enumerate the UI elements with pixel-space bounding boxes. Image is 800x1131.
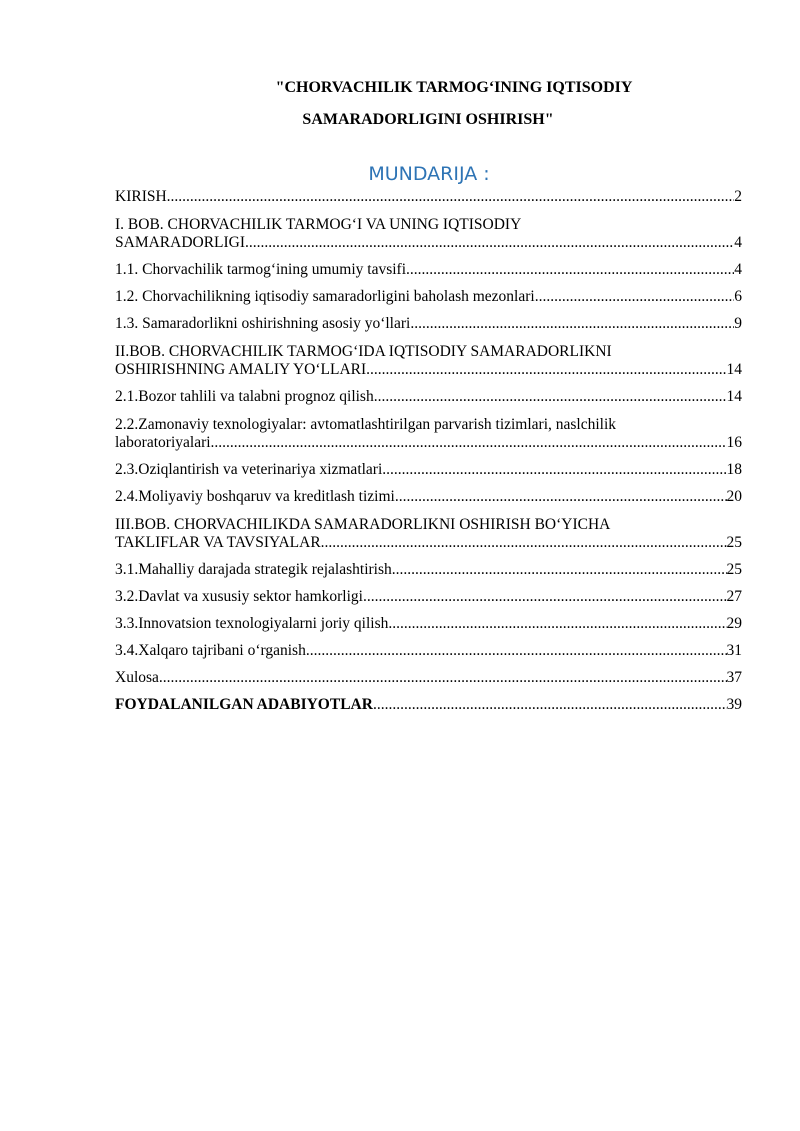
- dot-leader: [306, 642, 727, 660]
- toc-entry-kirish[interactable]: [115, 188, 742, 206]
- toc-entry-text: TAKLIFLAR VA TAVSIYALAR: [115, 534, 321, 551]
- toc-page-number: 4: [734, 261, 742, 278]
- toc-entry-text-line-1: 2.2.Zamonaviy texnologiyalar: avtomatlashtirilgan parvarish tizimlari, naslchilik: [115, 416, 617, 433]
- dot-leader: [392, 561, 727, 579]
- toc-page-number: 39: [726, 696, 742, 713]
- toc-entry-text: 3.4.Xalqaro tajribani o‘rganish: [115, 642, 306, 659]
- dot-leader: [321, 534, 727, 552]
- dot-leader: [395, 488, 727, 506]
- toc-page-number: 20: [726, 488, 742, 505]
- dot-leader: [159, 669, 727, 687]
- toc-entry-1-2[interactable]: [115, 288, 742, 306]
- toc-page-number: 16: [726, 434, 742, 451]
- dot-leader: [382, 461, 726, 479]
- toc-page-number: 37: [726, 669, 742, 686]
- toc-page-number: 4: [734, 234, 742, 251]
- toc-entry-text: SAMARADORLIGI: [115, 234, 246, 251]
- toc-entry-text: OSHIRISHNING AMALIY YO‘LLARI: [115, 361, 367, 378]
- toc-entry-text-line-1: I. BOB. CHORVACHILIK TARMOG‘I VA UNING IQTISODIY: [115, 216, 522, 233]
- toc-entry-text: 2.1.Bozor tahlili va talabni prognoz qilish: [115, 388, 374, 405]
- toc-entry-xulosa[interactable]: [115, 669, 742, 687]
- toc-page-number: 25: [726, 534, 742, 551]
- toc-page-number: 2: [734, 188, 742, 205]
- toc-entry-text: 1.1. Chorvachilik tarmog‘ining umumiy tavsifi: [115, 261, 407, 278]
- toc-entry-text-line-1: II.BOB. CHORVACHILIK TARMOG‘IDA IQTISODIY SAMARADORLIKNI: [115, 343, 612, 360]
- toc-entry-3-4[interactable]: [115, 642, 742, 660]
- dot-leader: [410, 315, 734, 333]
- toc-entry-chapter-2[interactable]: [115, 343, 742, 379]
- dot-leader: [363, 588, 727, 606]
- toc-entry-references[interactable]: [115, 696, 742, 714]
- toc-page-number: 29: [726, 615, 742, 632]
- dot-leader: [366, 361, 726, 379]
- dot-leader: [374, 388, 727, 406]
- dot-leader: [245, 234, 734, 252]
- toc-entry-text: 1.2. Chorvachilikning iqtisodiy samaradorligini baholash mezonlari: [115, 288, 535, 305]
- toc-entry-text: 2.3.Oziqlantirish va veterinariya xizmatlari: [115, 461, 383, 478]
- toc-page-number: 6: [734, 288, 742, 305]
- toc-page-number: 27: [726, 588, 742, 605]
- document-title-line-1: "CHORVACHILIK TARMOG‘INING IQTISODIY: [275, 79, 633, 96]
- document-title-line-2: SAMARADORLIGINI OSHIRISH": [302, 111, 554, 128]
- toc-entry-2-2[interactable]: [115, 416, 742, 452]
- toc-entry-3-1[interactable]: [115, 561, 742, 579]
- toc-entry-2-3[interactable]: [115, 461, 742, 479]
- toc-entry-3-3[interactable]: [115, 615, 742, 633]
- dot-leader: [388, 615, 726, 633]
- toc-page-number: 14: [726, 361, 742, 378]
- toc-page-number: 18: [726, 461, 742, 478]
- toc-entry-1-1[interactable]: [115, 261, 742, 279]
- toc-entry-text: Xulosa: [115, 669, 159, 686]
- table-of-contents: [115, 188, 742, 714]
- toc-entry-text: 1.3. Samaradorlikni oshirishning asosiy yo‘llari: [115, 315, 411, 332]
- toc-entry-text: 3.2.Davlat va xususiy sektor hamkorligi: [115, 588, 363, 605]
- toc-page-number: 9: [734, 315, 742, 332]
- toc-entry-text: KIRISH: [115, 188, 167, 205]
- toc-entry-1-3[interactable]: [115, 315, 742, 333]
- toc-page-number: 31: [726, 642, 742, 659]
- dot-leader: [211, 434, 727, 452]
- toc-entry-text: laboratoriyalari: [115, 434, 211, 451]
- toc-entry-2-4[interactable]: [115, 488, 742, 506]
- dot-leader: [373, 696, 727, 714]
- toc-entry-chapter-1[interactable]: [115, 216, 742, 252]
- dot-leader: [167, 188, 735, 206]
- dot-leader: [406, 261, 734, 279]
- toc-entry-chapter-3[interactable]: [115, 516, 742, 552]
- toc-entry-text-line-1: III.BOB. CHORVACHILIKDA SAMARADORLIKNI OSHIRISH BO‘YICHA: [115, 516, 611, 533]
- toc-page-number: 14: [726, 388, 742, 405]
- dot-leader: [535, 288, 735, 306]
- toc-heading: MUNDARIJA :: [368, 163, 490, 185]
- toc-entry-text: FOYDALANILGAN ADABIYOTLAR: [115, 696, 373, 713]
- toc-page-number: 25: [726, 561, 742, 578]
- toc-entry-text: 2.4.Moliyaviy boshqaruv va kreditlash tizimi: [115, 488, 395, 505]
- toc-entry-text: 3.1.Mahalliy darajada strategik rejalashtirish: [115, 561, 392, 578]
- toc-entry-text: 3.3.Innovatsion texnologiyalarni joriy qilish: [115, 615, 389, 632]
- toc-entry-3-2[interactable]: [115, 588, 742, 606]
- toc-entry-2-1[interactable]: [115, 388, 742, 406]
